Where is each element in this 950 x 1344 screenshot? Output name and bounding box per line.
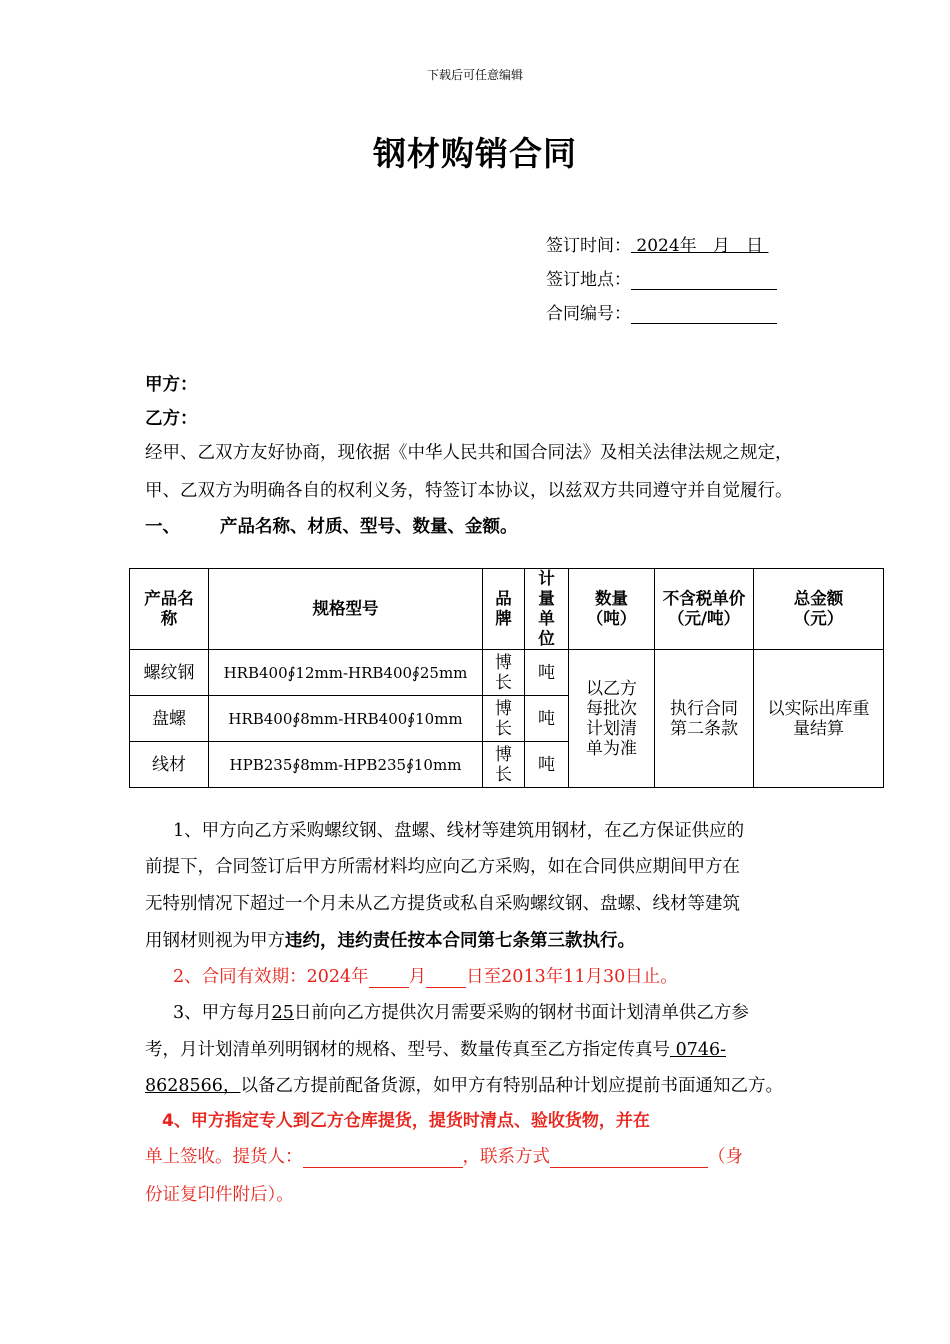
clause-1-line-2: 前提下，合同签订后甲方所需材料均应向乙方采购，如在合同供应期间甲方在 [145,857,740,877]
header-unit: 计量单位 [525,569,569,650]
clause-2-start: 2、合同有效期：2024年 [173,967,369,987]
product-table [129,568,884,788]
cell-product: 线材 [130,742,209,788]
clause-2-end: 日至2013年11月30日止。 [466,967,678,987]
sign-time-value: 2024年 月 日 [631,236,769,256]
clause-1-line-4-text: 用钢材则视为甲方 [145,931,285,951]
table-row [130,650,884,696]
cell-unit: 吨 [525,650,569,696]
cell-brand: 博长 [483,650,525,696]
clause-4-picker-label: 单上签收。提货人： [145,1147,303,1167]
clause-4-contact-label: ，联系方式 [462,1147,550,1167]
cell-spec: HRB400∮8mm-HRB400∮10mm [209,696,483,742]
cell-brand: 博长 [483,696,525,742]
table-header-row [130,569,884,650]
document-title: 钢材购销合同 [373,134,577,173]
cell-price-merged: 执行合同第二条款 [655,650,754,788]
party-b-label: 乙方： [145,409,198,429]
header-product: 产品名称 [130,569,209,650]
clause-3-line-3-text: 以备乙方提前配备货源，如甲方有特别品种计划应提前书面通知乙方。 [240,1076,783,1096]
contract-no-blank[interactable] [631,303,777,324]
clause-1-breach-text: 违约，违约责任按本合同第七条第三款执行。 [285,931,635,951]
clause-4-id-start: （身 [708,1147,743,1167]
cell-brand: 博长 [483,742,525,788]
contract-no-row [546,299,777,324]
intro-line-2: 甲、乙双方为明确各自的权利义务，特签订本协议，以兹双方共同遵守并自觉履行。 [145,481,793,501]
section-1-number: 一、 [145,517,180,537]
clause-3-line-2 [145,1036,726,1061]
clause-1-line-1: 1、甲方向乙方采购螺纹钢、盘螺、线材等建筑用钢材，在乙方保证供应的 [173,821,745,841]
sign-place-blank[interactable] [631,269,777,290]
sign-place-row [546,265,777,290]
clause-2-month: 月 [408,967,427,987]
intro-line-1: 经甲、乙双方友好协商，现依据《中华人民共和国合同法》及相关法律法规之规定， [145,443,793,463]
clause-3-line-3 [145,1072,783,1097]
cell-unit: 吨 [525,696,569,742]
sign-time-row [546,231,769,256]
clause-4-line-1: 4、甲方指定专人到乙方仓库提货，提货时清点、验收货物，并在 [162,1111,650,1131]
cell-product: 螺纹钢 [130,650,209,696]
clause-3-start: 3、甲方每月 [173,1003,272,1023]
cell-total-merged: 以实际出库重量结算 [754,650,884,788]
picker-name-blank[interactable] [303,1149,463,1168]
cell-qty-merged: 以乙方每批次计划清单为准 [569,650,655,788]
clause-3-fax-part-1: 0746- [670,1040,727,1060]
header-price: 不含税单价（元/吨） [655,569,754,650]
clause-3-line-2-text: 考，月计划清单列明钢材的规格、型号、数量传真至乙方指定传真号 [145,1040,670,1060]
clause-2 [173,963,678,988]
cell-product: 盘螺 [130,696,209,742]
cell-unit: 吨 [525,742,569,788]
contact-blank[interactable] [550,1149,708,1168]
clause-4-line-2 [145,1143,743,1168]
section-1-title: 产品名称、材质、型号、数量、金额。 [220,517,518,537]
header-spec: 规格型号 [209,569,483,650]
clause-1-line-4 [145,927,635,952]
clause-3-line-1 [173,999,749,1024]
header-brand: 品牌 [483,569,525,650]
clause-3-day: 25 [271,1003,294,1023]
clause-2-day-blank[interactable] [426,969,466,988]
clause-1-line-3: 无特别情况下超过一个月未从乙方提货或私自采购螺纹钢、盘螺、线材等建筑 [145,894,740,914]
party-a-label: 甲方： [145,375,198,395]
clause-3-fax-part-2: 8628566， [145,1076,241,1096]
clause-3-rest: 日前向乙方提供次月需要采购的钢材书面计划清单供乙方参 [293,1003,749,1023]
header-qty: 数量（吨） [569,569,655,650]
clause-4-line-3: 份证复印件附后）。 [145,1185,294,1205]
header-note: 下载后可任意编辑 [426,68,523,82]
section-1-heading [145,513,518,538]
clause-2-month-blank[interactable] [369,969,409,988]
contract-no-label: 合同编号： [546,304,631,324]
cell-spec: HPB235∮8mm-HPB235∮10mm [209,742,483,788]
cell-spec: HRB400∮12mm-HRB400∮25mm [209,650,483,696]
header-total: 总金额（元） [754,569,884,650]
sign-place-label: 签订地点： [546,270,631,290]
sign-time-label: 签订时间： [546,236,631,256]
